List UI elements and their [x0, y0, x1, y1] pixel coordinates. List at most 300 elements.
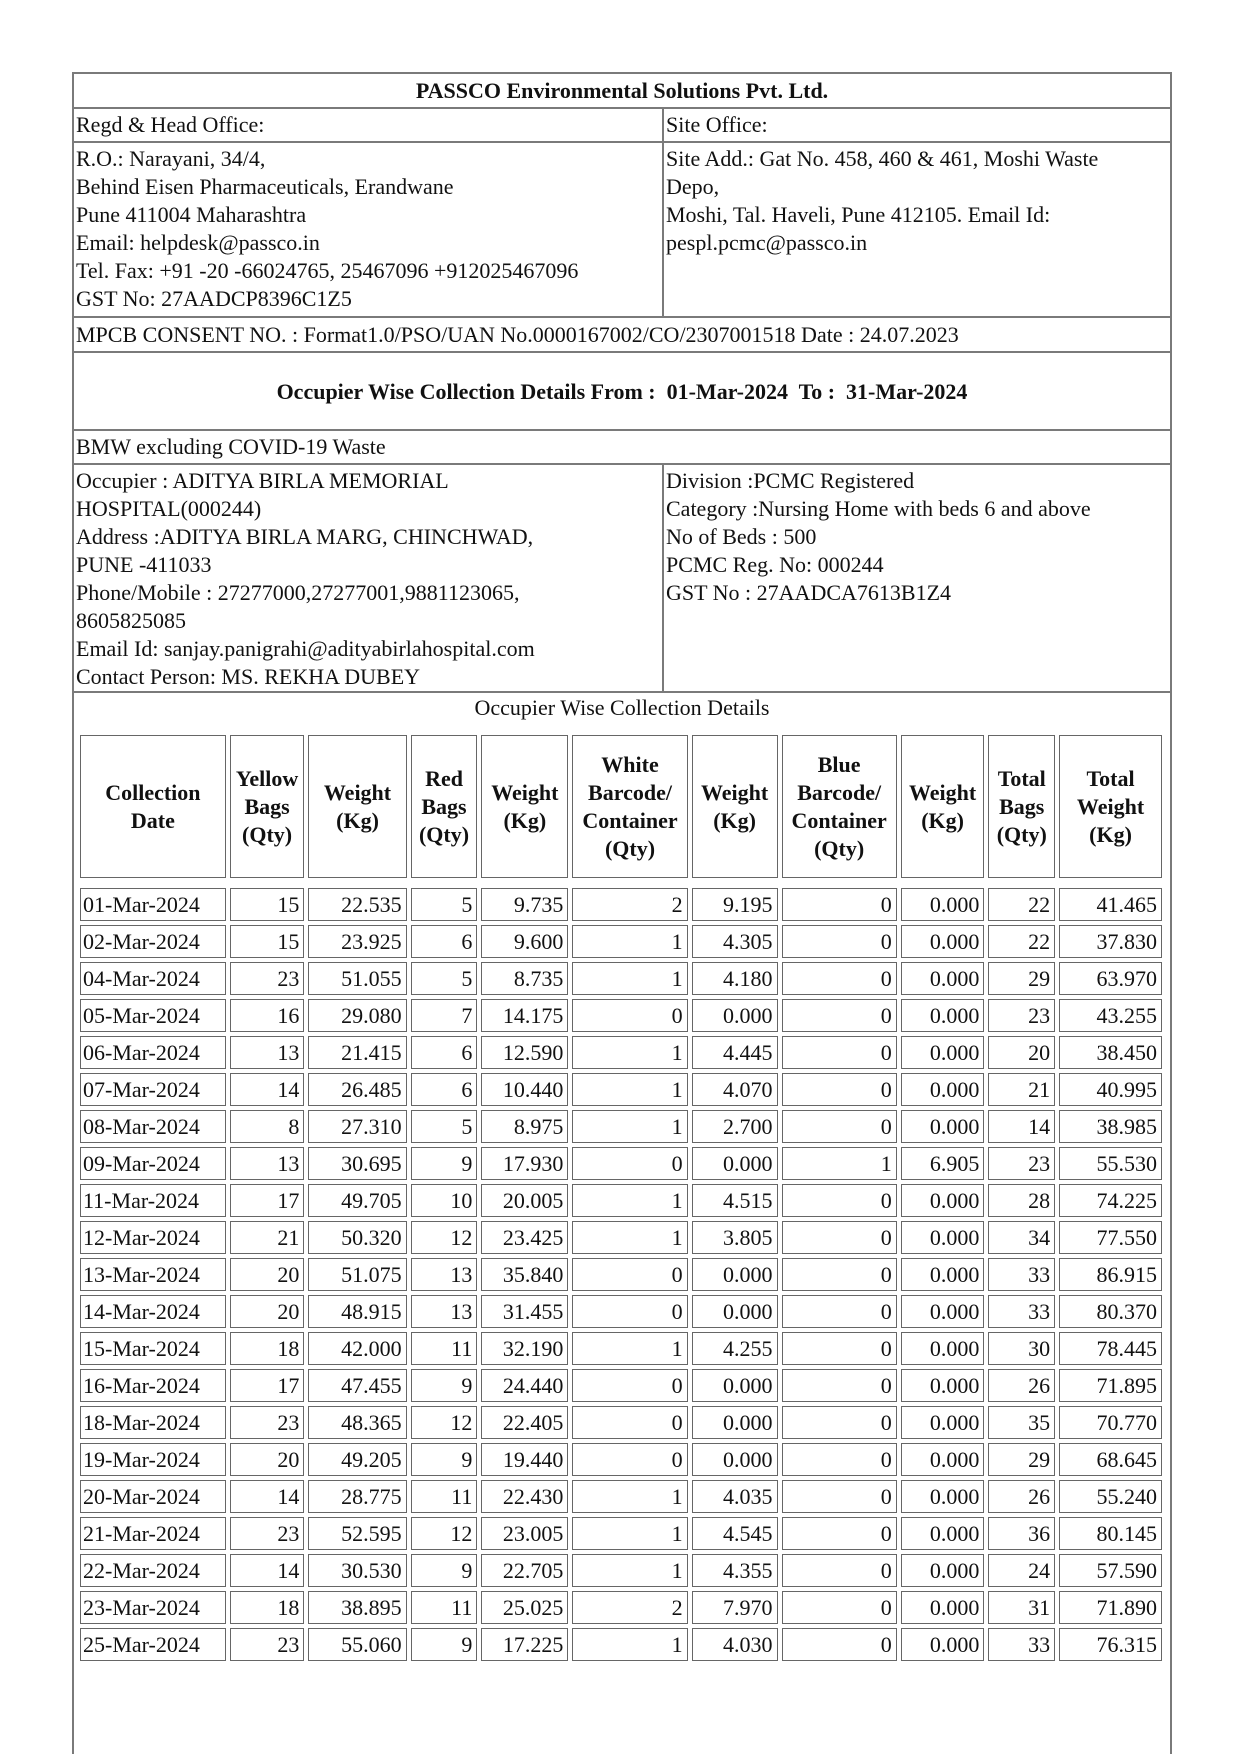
column-header-text: Date: [130, 807, 175, 833]
cell-collection-date: 25-Mar-2024: [80, 1628, 226, 1661]
cell-white-container-qty: 2: [572, 1591, 687, 1624]
cell-total-bags-qty: 35: [988, 1406, 1055, 1439]
cell-yellow-bags-qty: 23: [230, 1517, 305, 1550]
occupier-row: [74, 465, 1170, 693]
column-header-text: Bags: [999, 793, 1045, 819]
cell-red-weight-kg: 31.455: [481, 1295, 568, 1328]
column-header-text: (Qty): [996, 821, 1047, 847]
cell-red-weight-kg: 32.190: [481, 1332, 568, 1365]
cell-total-bags-qty: 29: [988, 1443, 1055, 1476]
cell-collection-date: 16-Mar-2024: [80, 1369, 226, 1402]
no-of-beds: No of Beds : 500: [666, 524, 817, 549]
site-line: Moshi, Tal. Haveli, Pune 412105. Email Id:: [666, 202, 1051, 227]
cell-white-weight-kg: 0.000: [692, 1295, 778, 1328]
column-header-text: Container: [791, 807, 887, 833]
cell-yellow-weight-kg: 49.205: [308, 1443, 406, 1476]
cell-red-weight-kg: 24.440: [481, 1369, 568, 1402]
table-row: [80, 1036, 1162, 1069]
column-header-text: Blue: [817, 751, 861, 777]
collection-table-wrapper: [79, 731, 1163, 1665]
column-header-white-container-qty: [572, 735, 687, 878]
regd-line: Pune 411004 Maharashtra: [76, 202, 307, 227]
cell-blue-weight-kg: 0.000: [901, 1258, 985, 1291]
cell-white-weight-kg: 4.515: [692, 1184, 778, 1217]
cell-yellow-weight-kg: 42.000: [308, 1332, 406, 1365]
cell-white-weight-kg: 4.545: [692, 1517, 778, 1550]
cell-white-container-qty: 1: [572, 1073, 687, 1106]
cell-red-weight-kg: 17.225: [481, 1628, 568, 1661]
report-title-row: [74, 353, 1170, 431]
column-header-text: (Kg): [713, 807, 756, 833]
cell-yellow-weight-kg: 52.595: [308, 1517, 406, 1550]
cell-total-bags-qty: 33: [988, 1628, 1055, 1661]
cell-blue-container-qty: 0: [782, 1628, 897, 1661]
cell-total-bags-qty: 34: [988, 1221, 1055, 1254]
cell-yellow-bags-qty: 14: [230, 1073, 305, 1106]
cell-total-weight-kg: 68.645: [1059, 1443, 1162, 1476]
cell-red-bags-qty: 9: [411, 1628, 478, 1661]
cell-red-bags-qty: 5: [411, 962, 478, 995]
cell-yellow-bags-qty: 14: [230, 1480, 305, 1513]
cell-total-bags-qty: 36: [988, 1517, 1055, 1550]
cell-white-container-qty: 1: [572, 1480, 687, 1513]
cell-blue-container-qty: 0: [782, 1369, 897, 1402]
cell-white-container-qty: 1: [572, 1517, 687, 1550]
cell-red-weight-kg: 23.005: [481, 1517, 568, 1550]
cell-yellow-weight-kg: 48.915: [308, 1295, 406, 1328]
regd-phone: Tel. Fax: +91 -20 -66024765, 25467096 +912025467096: [76, 258, 579, 283]
column-header-total-bags-qty: [988, 735, 1055, 878]
cell-white-weight-kg: 4.355: [692, 1554, 778, 1587]
cell-yellow-weight-kg: 29.080: [308, 999, 406, 1032]
cell-total-weight-kg: 71.895: [1059, 1369, 1162, 1402]
cell-yellow-bags-qty: 18: [230, 1332, 305, 1365]
cell-total-weight-kg: 77.550: [1059, 1221, 1162, 1254]
waste-type: BMW excluding COVID-19 Waste: [76, 434, 386, 459]
occupier-phone: Phone/Mobile : 27277000,27277001,9881123065,: [76, 580, 520, 605]
cell-yellow-bags-qty: 17: [230, 1184, 305, 1217]
cell-red-bags-qty: 11: [411, 1332, 478, 1365]
column-header-text: Barcode/: [797, 779, 882, 805]
cell-total-weight-kg: 80.145: [1059, 1517, 1162, 1550]
column-header-text: (Qty): [604, 835, 656, 861]
column-header-text: (Kg): [1089, 821, 1132, 847]
cell-red-bags-qty: 13: [411, 1258, 478, 1291]
cell-blue-weight-kg: 0.000: [901, 1406, 985, 1439]
regd-office-label: Regd & Head Office:: [74, 109, 664, 141]
cell-red-weight-kg: 22.430: [481, 1480, 568, 1513]
table-row: [80, 999, 1162, 1032]
cell-collection-date: 09-Mar-2024: [80, 1147, 226, 1180]
cell-yellow-bags-qty: 15: [230, 888, 305, 921]
column-header-text: Weight: [323, 779, 392, 805]
table-row: [80, 1110, 1162, 1143]
cell-blue-container-qty: 0: [782, 1221, 897, 1254]
column-header-text: Weight: [491, 779, 559, 805]
column-header-white-weight-kg: [692, 735, 778, 878]
cell-collection-date: 06-Mar-2024: [80, 1036, 226, 1069]
cell-blue-weight-kg: 0.000: [901, 1369, 985, 1402]
column-header-total-weight-kg: [1059, 735, 1162, 878]
column-header-text: Total: [997, 765, 1046, 791]
column-header-text: Container: [582, 807, 678, 833]
cell-blue-container-qty: 0: [782, 1554, 897, 1587]
cell-total-weight-kg: 71.890: [1059, 1591, 1162, 1624]
office-address-row: [74, 143, 1170, 318]
cell-blue-weight-kg: 0.000: [901, 1480, 985, 1513]
cell-total-bags-qty: 31: [988, 1591, 1055, 1624]
cell-white-weight-kg: 0.000: [692, 1369, 778, 1402]
column-header-text: (Kg): [503, 807, 547, 833]
cell-blue-weight-kg: 6.905: [901, 1147, 985, 1180]
table-row: [80, 888, 1162, 921]
table-body: [80, 888, 1162, 1661]
regd-gst: GST No: 27AADCP8396C1Z5: [76, 286, 352, 311]
mpcb-consent: MPCB CONSENT NO. : Format1.0/PSO/UAN No.0000167002/CO/2307001518 Date : 24.07.2023: [76, 322, 959, 347]
cell-blue-weight-kg: 0.000: [901, 1073, 985, 1106]
cell-red-bags-qty: 10: [411, 1184, 478, 1217]
cell-blue-weight-kg: 0.000: [901, 925, 985, 958]
cell-total-weight-kg: 37.830: [1059, 925, 1162, 958]
cell-yellow-weight-kg: 30.695: [308, 1147, 406, 1180]
table-row: [80, 1332, 1162, 1365]
cell-total-bags-qty: 33: [988, 1295, 1055, 1328]
cell-white-container-qty: 1: [572, 962, 687, 995]
cell-red-bags-qty: 11: [411, 1591, 478, 1624]
cell-red-bags-qty: 9: [411, 1369, 478, 1402]
column-header-text: Collection: [105, 779, 201, 805]
cell-total-weight-kg: 80.370: [1059, 1295, 1162, 1328]
cell-collection-date: 04-Mar-2024: [80, 962, 226, 995]
site-line: Site Add.: Gat No. 458, 460 & 461, Moshi Waste: [666, 146, 1099, 171]
cell-white-container-qty: 0: [572, 1369, 687, 1402]
cell-red-bags-qty: 9: [411, 1443, 478, 1476]
site-email: pespl.pcmc@passco.in: [666, 230, 868, 255]
table-row: [80, 1406, 1162, 1439]
cell-white-weight-kg: 3.805: [692, 1221, 778, 1254]
cell-red-bags-qty: 12: [411, 1517, 478, 1550]
cell-blue-container-qty: 0: [782, 999, 897, 1032]
table-caption: Occupier Wise Collection Details: [474, 695, 770, 720]
cell-white-container-qty: 1: [572, 1628, 687, 1661]
cell-white-weight-kg: 4.070: [692, 1073, 778, 1106]
cell-yellow-weight-kg: 38.895: [308, 1591, 406, 1624]
cell-blue-weight-kg: 0.000: [901, 888, 985, 921]
cell-red-bags-qty: 6: [411, 1073, 478, 1106]
table-row: [80, 1517, 1162, 1550]
cell-collection-date: 02-Mar-2024: [80, 925, 226, 958]
cell-white-weight-kg: 4.445: [692, 1036, 778, 1069]
cell-red-weight-kg: 8.975: [481, 1110, 568, 1143]
cell-blue-container-qty: 0: [782, 1110, 897, 1143]
cell-blue-container-qty: 0: [782, 1036, 897, 1069]
column-header-text: (Qty): [242, 821, 293, 847]
cell-blue-container-qty: 0: [782, 1480, 897, 1513]
column-header-text: Total: [1086, 765, 1135, 791]
table-row: [80, 1184, 1162, 1217]
cell-red-weight-kg: 8.735: [481, 962, 568, 995]
cell-blue-container-qty: 0: [782, 925, 897, 958]
column-header-text: Barcode/: [588, 779, 672, 805]
cell-white-container-qty: 0: [572, 1406, 687, 1439]
table-row: [80, 1628, 1162, 1661]
table-row: [80, 925, 1162, 958]
cell-yellow-bags-qty: 16: [230, 999, 305, 1032]
column-header-text: Yellow: [235, 765, 299, 791]
office-labels-row: [74, 109, 1170, 143]
cell-white-container-qty: 0: [572, 1258, 687, 1291]
cell-total-bags-qty: 26: [988, 1480, 1055, 1513]
cell-blue-container-qty: 1: [782, 1147, 897, 1180]
cell-blue-container-qty: 0: [782, 1406, 897, 1439]
cell-white-weight-kg: 0.000: [692, 1258, 778, 1291]
cell-blue-weight-kg: 0.000: [901, 1554, 985, 1587]
cell-collection-date: 18-Mar-2024: [80, 1406, 226, 1439]
pcmc-reg-no: PCMC Reg. No: 000244: [666, 552, 884, 577]
column-header-yellow-bags-qty: [230, 735, 305, 878]
cell-white-weight-kg: 2.700: [692, 1110, 778, 1143]
collection-table: [76, 731, 1166, 1665]
cell-total-weight-kg: 55.530: [1059, 1147, 1162, 1180]
cell-blue-container-qty: 0: [782, 1258, 897, 1291]
cell-blue-weight-kg: 0.000: [901, 1036, 985, 1069]
cell-yellow-bags-qty: 17: [230, 1369, 305, 1402]
site-office-address: [664, 143, 1170, 316]
cell-yellow-weight-kg: 27.310: [308, 1110, 406, 1143]
cell-white-weight-kg: 0.000: [692, 1406, 778, 1439]
cell-yellow-weight-kg: 55.060: [308, 1628, 406, 1661]
column-header-text: Bags: [421, 793, 467, 819]
cell-yellow-bags-qty: 20: [230, 1258, 305, 1291]
cell-total-weight-kg: 63.970: [1059, 962, 1162, 995]
cell-yellow-bags-qty: 23: [230, 1406, 305, 1439]
cell-total-weight-kg: 55.240: [1059, 1480, 1162, 1513]
cell-red-weight-kg: 23.425: [481, 1221, 568, 1254]
table-row: [80, 1443, 1162, 1476]
cell-red-weight-kg: 22.705: [481, 1554, 568, 1587]
cell-red-bags-qty: 11: [411, 1480, 478, 1513]
cell-total-bags-qty: 30: [988, 1332, 1055, 1365]
cell-white-weight-kg: 4.255: [692, 1332, 778, 1365]
cell-red-weight-kg: 9.735: [481, 888, 568, 921]
cell-total-weight-kg: 86.915: [1059, 1258, 1162, 1291]
cell-collection-date: 08-Mar-2024: [80, 1110, 226, 1143]
cell-white-weight-kg: 0.000: [692, 1443, 778, 1476]
cell-white-weight-kg: 4.180: [692, 962, 778, 995]
cell-blue-container-qty: 0: [782, 1517, 897, 1550]
cell-collection-date: 01-Mar-2024: [80, 888, 226, 921]
table-row: [80, 1147, 1162, 1180]
cell-red-bags-qty: 12: [411, 1221, 478, 1254]
cell-white-container-qty: 1: [572, 1184, 687, 1217]
cell-white-container-qty: 0: [572, 999, 687, 1032]
consent-row: [74, 318, 1170, 353]
site-office-label: Site Office:: [666, 112, 768, 137]
cell-collection-date: 22-Mar-2024: [80, 1554, 226, 1587]
cell-total-weight-kg: 43.255: [1059, 999, 1162, 1032]
cell-red-weight-kg: 35.840: [481, 1258, 568, 1291]
cell-yellow-bags-qty: 20: [230, 1443, 305, 1476]
occupier-email: Email Id: sanjay.panigrahi@adityabirlahospital.com: [76, 636, 535, 661]
cell-yellow-bags-qty: 13: [230, 1147, 305, 1180]
cell-total-bags-qty: 23: [988, 999, 1055, 1032]
company-header-row: [74, 74, 1170, 109]
cell-blue-weight-kg: 0.000: [901, 1295, 985, 1328]
table-row: [80, 1295, 1162, 1328]
cell-yellow-weight-kg: 23.925: [308, 925, 406, 958]
cell-blue-container-qty: 0: [782, 888, 897, 921]
cell-yellow-weight-kg: 21.415: [308, 1036, 406, 1069]
cell-total-weight-kg: 38.450: [1059, 1036, 1162, 1069]
cell-white-container-qty: 2: [572, 888, 687, 921]
cell-blue-weight-kg: 0.000: [901, 1110, 985, 1143]
cell-blue-container-qty: 0: [782, 1591, 897, 1624]
waste-type-row: [74, 431, 1170, 465]
cell-red-bags-qty: 13: [411, 1295, 478, 1328]
cell-white-weight-kg: 7.970: [692, 1591, 778, 1624]
cell-blue-weight-kg: 0.000: [901, 999, 985, 1032]
cell-white-container-qty: 0: [572, 1295, 687, 1328]
cell-white-container-qty: 1: [572, 1221, 687, 1254]
cell-white-container-qty: 0: [572, 1443, 687, 1476]
column-header-yellow-weight-kg: [308, 735, 406, 878]
cell-total-bags-qty: 20: [988, 1036, 1055, 1069]
occupier-address: Address :ADITYA BIRLA MARG, CHINCHWAD,: [76, 524, 534, 549]
cell-yellow-bags-qty: 20: [230, 1295, 305, 1328]
cell-red-bags-qty: 5: [411, 1110, 478, 1143]
cell-red-weight-kg: 14.175: [481, 999, 568, 1032]
cell-total-bags-qty: 14: [988, 1110, 1055, 1143]
cell-total-weight-kg: 40.995: [1059, 1073, 1162, 1106]
cell-white-weight-kg: 4.305: [692, 925, 778, 958]
table-row: [80, 1258, 1162, 1291]
cell-red-weight-kg: 17.930: [481, 1147, 568, 1180]
cell-total-weight-kg: 76.315: [1059, 1628, 1162, 1661]
cell-total-bags-qty: 23: [988, 1147, 1055, 1180]
cell-white-container-qty: 1: [572, 1036, 687, 1069]
cell-white-container-qty: 1: [572, 925, 687, 958]
cell-collection-date: 14-Mar-2024: [80, 1295, 226, 1328]
cell-yellow-weight-kg: 47.455: [308, 1369, 406, 1402]
table-row: [80, 1369, 1162, 1402]
cell-collection-date: 21-Mar-2024: [80, 1517, 226, 1550]
cell-total-bags-qty: 22: [988, 925, 1055, 958]
cell-total-bags-qty: 26: [988, 1369, 1055, 1402]
cell-red-bags-qty: 6: [411, 925, 478, 958]
column-header-text: (Qty): [418, 821, 470, 847]
cell-yellow-weight-kg: 26.485: [308, 1073, 406, 1106]
regd-email: Email: helpdesk@passco.in: [76, 230, 320, 255]
cell-blue-weight-kg: 0.000: [901, 1591, 985, 1624]
cell-red-weight-kg: 20.005: [481, 1184, 568, 1217]
table-header-row: [80, 735, 1162, 878]
cell-red-weight-kg: 9.600: [481, 925, 568, 958]
cell-red-weight-kg: 12.590: [481, 1036, 568, 1069]
cell-yellow-weight-kg: 51.055: [308, 962, 406, 995]
column-header-blue-weight-kg: [901, 735, 985, 878]
regd-line: Behind Eisen Pharmaceuticals, Erandwane: [76, 174, 454, 199]
cell-red-bags-qty: 9: [411, 1554, 478, 1587]
cell-blue-weight-kg: 0.000: [901, 1184, 985, 1217]
cell-yellow-bags-qty: 13: [230, 1036, 305, 1069]
cell-total-weight-kg: 38.985: [1059, 1110, 1162, 1143]
cell-red-weight-kg: 19.440: [481, 1443, 568, 1476]
occupier-details: [74, 465, 664, 691]
cell-white-container-qty: 1: [572, 1110, 687, 1143]
column-header-text: Weight: [700, 779, 769, 805]
regd-office-address: [74, 143, 664, 316]
cell-blue-container-qty: 0: [782, 1184, 897, 1217]
cell-red-weight-kg: 22.405: [481, 1406, 568, 1439]
cell-total-bags-qty: 21: [988, 1073, 1055, 1106]
column-header-text: (Qty): [814, 835, 865, 861]
cell-red-bags-qty: 12: [411, 1406, 478, 1439]
cell-white-weight-kg: 4.030: [692, 1628, 778, 1661]
cell-blue-weight-kg: 0.000: [901, 1221, 985, 1254]
category: Category :Nursing Home with beds 6 and above: [666, 496, 1091, 521]
cell-red-weight-kg: 25.025: [481, 1591, 568, 1624]
table-row: [80, 962, 1162, 995]
cell-white-weight-kg: 4.035: [692, 1480, 778, 1513]
column-header-collection-date: [80, 735, 226, 878]
cell-yellow-bags-qty: 21: [230, 1221, 305, 1254]
cell-red-bags-qty: 7: [411, 999, 478, 1032]
cell-yellow-bags-qty: 23: [230, 1628, 305, 1661]
cell-collection-date: 19-Mar-2024: [80, 1443, 226, 1476]
cell-yellow-weight-kg: 22.535: [308, 888, 406, 921]
cell-blue-weight-kg: 0.000: [901, 1628, 985, 1661]
cell-yellow-bags-qty: 15: [230, 925, 305, 958]
cell-white-container-qty: 1: [572, 1554, 687, 1587]
cell-white-container-qty: 1: [572, 1332, 687, 1365]
cell-total-bags-qty: 22: [988, 888, 1055, 921]
cell-collection-date: 20-Mar-2024: [80, 1480, 226, 1513]
table-row: [80, 1554, 1162, 1587]
column-header-text: (Kg): [921, 807, 964, 833]
occupier-name-cont: HOSPITAL(000244): [76, 496, 262, 521]
cell-yellow-bags-qty: 8: [230, 1110, 305, 1143]
column-header-text: White: [601, 751, 659, 777]
cell-white-container-qty: 0: [572, 1147, 687, 1180]
cell-blue-container-qty: 0: [782, 1332, 897, 1365]
cell-red-bags-qty: 6: [411, 1036, 478, 1069]
cell-white-weight-kg: 9.195: [692, 888, 778, 921]
cell-red-weight-kg: 10.440: [481, 1073, 568, 1106]
occupier-gst: GST No : 27AADCA7613B1Z4: [666, 580, 952, 605]
occupier-phone-cont: 8605825085: [76, 608, 186, 633]
cell-collection-date: 23-Mar-2024: [80, 1591, 226, 1624]
cell-yellow-weight-kg: 30.530: [308, 1554, 406, 1587]
cell-red-bags-qty: 9: [411, 1147, 478, 1180]
table-row: [80, 1591, 1162, 1624]
document-sheet: [72, 72, 1172, 1754]
cell-collection-date: 07-Mar-2024: [80, 1073, 226, 1106]
cell-blue-container-qty: 0: [782, 1073, 897, 1106]
company-name: PASSCO Environmental Solutions Pvt. Ltd.: [415, 78, 829, 103]
occupier-address-cont: PUNE -411033: [76, 552, 212, 577]
cell-red-bags-qty: 5: [411, 888, 478, 921]
cell-blue-weight-kg: 0.000: [901, 1443, 985, 1476]
occupier-name: Occupier : ADITYA BIRLA MEMORIAL: [76, 468, 449, 493]
cell-yellow-bags-qty: 23: [230, 962, 305, 995]
table-row: [80, 1073, 1162, 1106]
cell-blue-weight-kg: 0.000: [901, 1517, 985, 1550]
table-row: [80, 1480, 1162, 1513]
cell-total-weight-kg: 78.445: [1059, 1332, 1162, 1365]
cell-yellow-weight-kg: 50.320: [308, 1221, 406, 1254]
cell-total-weight-kg: 57.590: [1059, 1554, 1162, 1587]
cell-total-weight-kg: 41.465: [1059, 888, 1162, 921]
